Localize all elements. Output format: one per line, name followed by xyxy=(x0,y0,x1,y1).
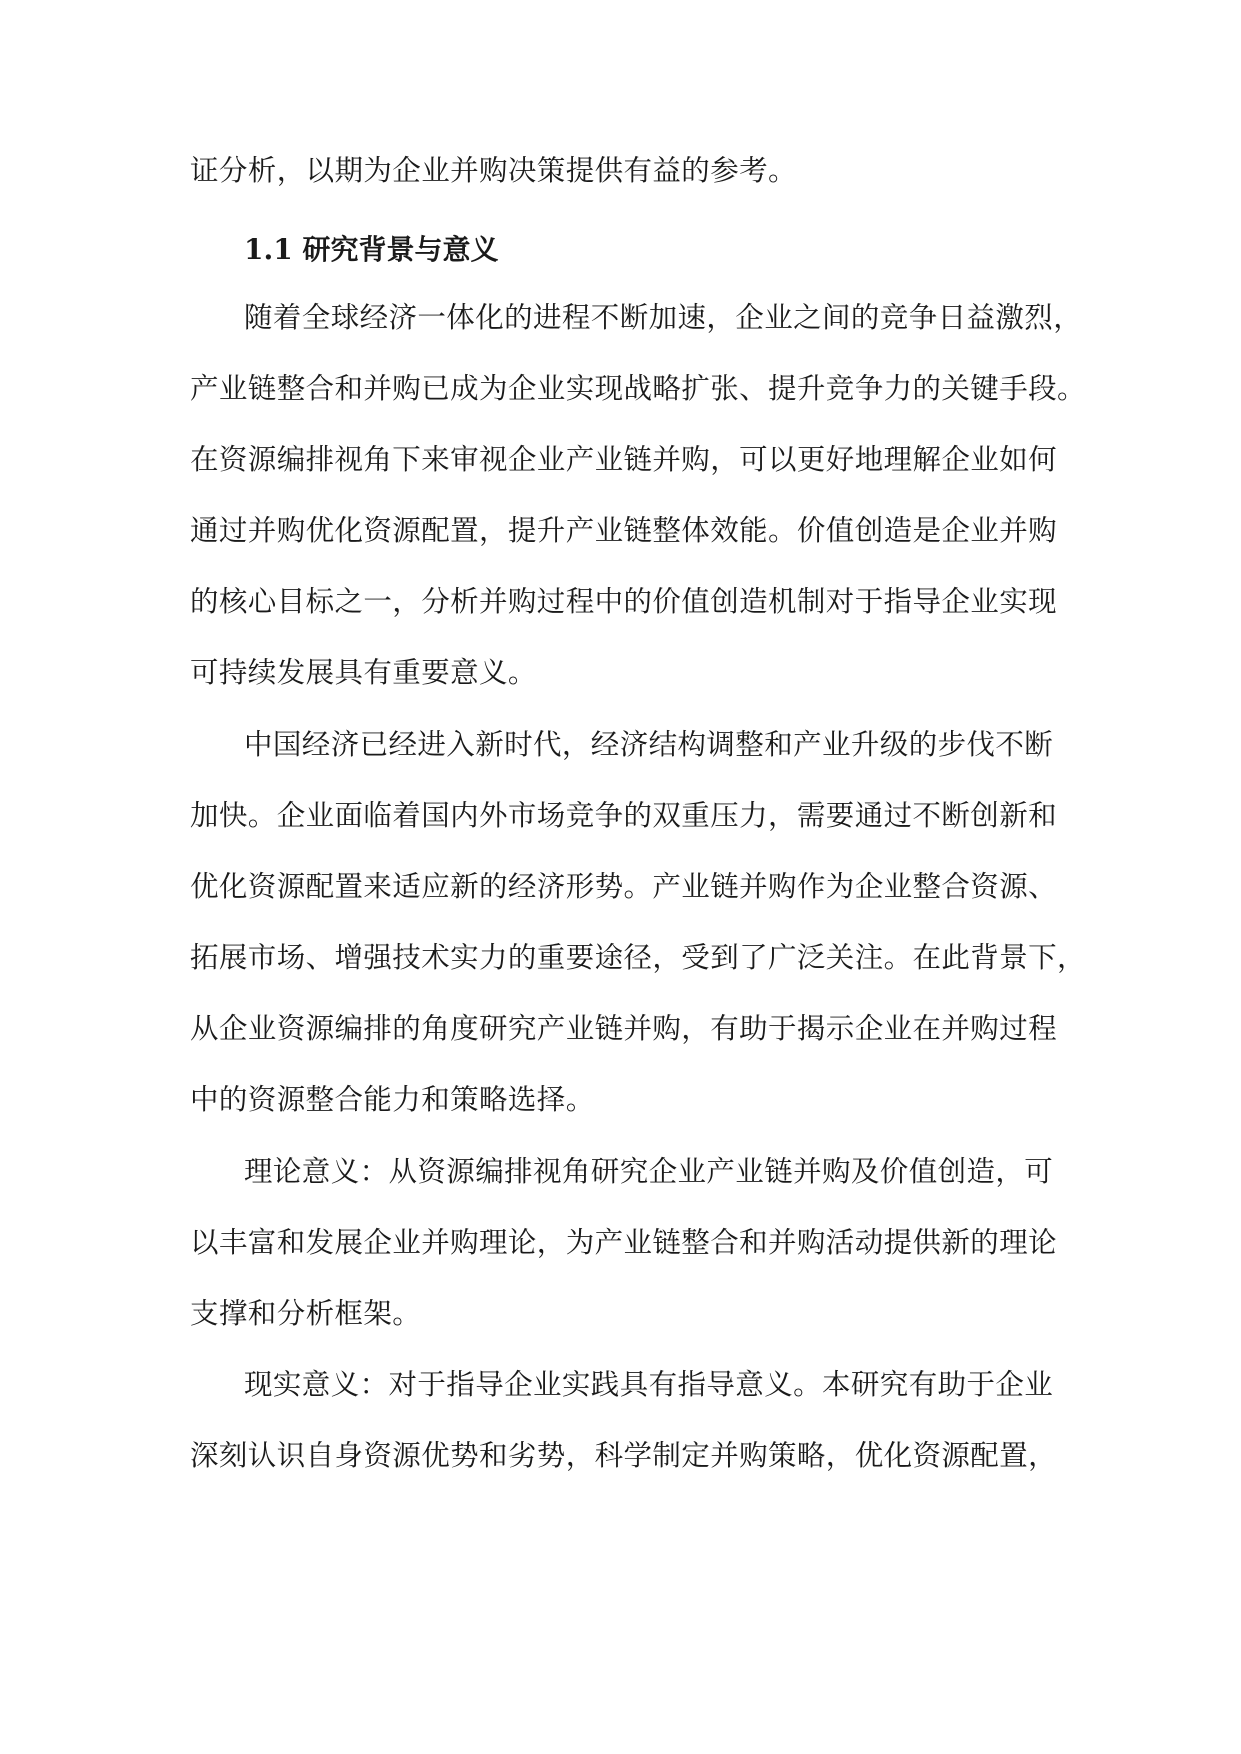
paragraph-line: 理论意义：从资源编排视角研究企业产业链并购及价值创造，可 xyxy=(244,1155,1054,1188)
paragraph-line: 支撑和分析框架。 xyxy=(190,1297,422,1330)
paragraph-line: 随着全球经济一体化的进程不断加速，企业之间的竞争日益激烈， xyxy=(244,301,1083,334)
paragraph-line: 产业链整合和并购已成为企业实现战略扩张、提升竞争力的关键手段。 xyxy=(190,372,1086,405)
paragraph-line: 深刻认识自身资源优势和劣势，科学制定并购策略，优化资源配置， xyxy=(190,1439,1058,1472)
paragraph-line: 中国经济已经进入新时代，经济结构调整和产业升级的步伐不断 xyxy=(244,728,1054,761)
paragraph-line: 可持续发展具有重要意义。 xyxy=(190,656,537,689)
paragraph-line: 中的资源整合能力和策略选择。 xyxy=(190,1083,595,1116)
continuation-line: 证分析，以期为企业并购决策提供有益的参考。 xyxy=(190,154,797,187)
paragraph-line: 通过并购优化资源配置，提升产业链整体效能。价值创造是企业并购 xyxy=(190,514,1058,547)
paragraph-line: 优化资源配置来适应新的经济形势。产业链并购作为企业整合资源、 xyxy=(190,870,1058,903)
paragraph-line: 加快。企业面临着国内外市场竞争的双重压力，需要通过不断创新和 xyxy=(190,799,1058,832)
paragraph-line: 以丰富和发展企业并购理论，为产业链整合和并购活动提供新的理论 xyxy=(190,1226,1058,1259)
paragraph-line: 拓展市场、增强技术实力的重要途径，受到了广泛关注。在此背景下， xyxy=(190,941,1086,974)
paragraph-line: 从企业资源编排的角度研究产业链并购，有助于揭示企业在并购过程 xyxy=(190,1012,1058,1045)
paragraph-line: 在资源编排视角下来审视企业产业链并购，可以更好地理解企业如何 xyxy=(190,443,1058,476)
paragraph-line: 的核心目标之一，分析并购过程中的价值创造机制对于指导企业实现 xyxy=(190,585,1058,618)
paragraph-line: 现实意义：对于指导企业实践具有指导意义。本研究有助于企业 xyxy=(244,1368,1054,1401)
section-heading: 1.1 研究背景与意义 xyxy=(244,233,499,266)
